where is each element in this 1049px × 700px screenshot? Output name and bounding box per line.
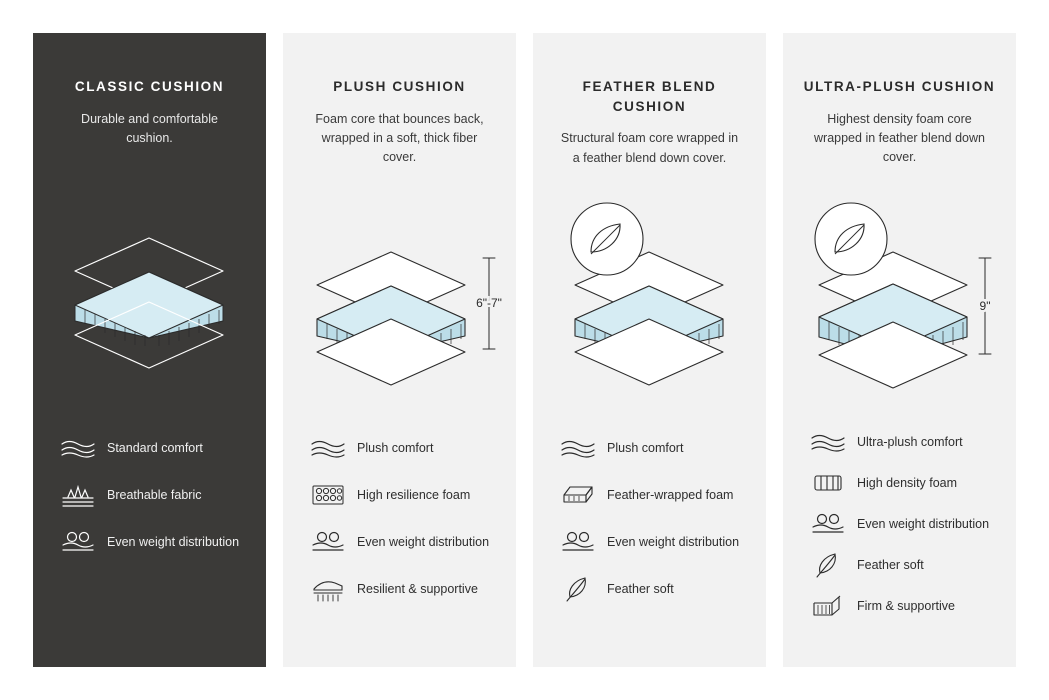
feature-list-plush [283, 429, 516, 617]
list-item [555, 523, 744, 561]
leaf-badge [571, 203, 643, 275]
page-title: FEATHER BLEND CUSHION [582, 79, 717, 114]
feather-icon [805, 548, 851, 582]
breathable-fabric-icon [55, 478, 101, 512]
list-item [55, 429, 244, 467]
even-weight-icon [805, 507, 851, 541]
list-item [805, 425, 994, 459]
page-title: CLASSIC CUSHION [74, 79, 225, 94]
feature-label: Feather soft [857, 557, 924, 572]
list-item [805, 548, 994, 582]
card-description: Structural foam core wrapped in a feather blend down cover. [560, 131, 739, 165]
feature-label: Plush comfort [357, 440, 434, 455]
cushion-card-plush[interactable] [283, 33, 516, 667]
resilient-support-icon [305, 572, 351, 606]
cushion-diagram-ultra-plush [783, 174, 1016, 389]
feature-list-classic [33, 429, 266, 570]
card-description: Durable and comfortable cushion. [81, 111, 218, 145]
cushion-card-ultra-plush[interactable] [783, 33, 1016, 667]
feature-label: High density foam [857, 475, 958, 490]
cushion-diagram-plush [283, 174, 516, 389]
exploded-cushion-illustration [533, 174, 766, 389]
feature-label: Even weight distribution [857, 516, 990, 531]
feature-list-feather-blend [533, 429, 766, 617]
exploded-cushion-illustration [783, 174, 1016, 389]
cushion-card-feather-blend[interactable] [533, 33, 766, 667]
feature-label: Standard comfort [107, 440, 203, 455]
feature-label: Even weight distribution [107, 534, 240, 549]
page-title: ULTRA-PLUSH CUSHION [803, 79, 996, 94]
even-weight-icon [305, 525, 351, 559]
exploded-cushion-illustration [283, 174, 516, 389]
wave-lines-icon [305, 431, 351, 465]
wave-lines-icon [55, 431, 101, 465]
feature-label: Resilient & supportive [357, 581, 478, 596]
list-item [805, 466, 994, 500]
feature-label: Even weight distribution [357, 534, 490, 549]
wave-lines-icon [805, 425, 851, 459]
dimension-label: 6"-7" [476, 295, 502, 310]
feature-label: High resilience foam [357, 487, 471, 502]
firm-support-icon [805, 589, 851, 623]
list-item [805, 589, 994, 623]
list-item [305, 523, 494, 561]
feature-label: Plush comfort [607, 440, 684, 455]
card-description: Highest density foam core wrapped in feather blend down cover. [814, 111, 985, 165]
list-item [555, 429, 744, 467]
cushion-card-classic[interactable] [33, 33, 266, 667]
feature-label: Even weight distribution [607, 534, 740, 549]
card-description: Foam core that bounces back, wrapped in a soft, thick fiber cover. [315, 111, 484, 165]
page-title: PLUSH CUSHION [333, 79, 466, 94]
list-item [555, 476, 744, 514]
leaf-badge [815, 203, 887, 275]
list-item [305, 476, 494, 514]
foam-block-icon [555, 478, 601, 512]
feature-list-ultra-plush [783, 425, 1016, 630]
exploded-cushion-illustration [33, 154, 266, 369]
list-item [555, 570, 744, 608]
list-item [805, 507, 994, 541]
even-weight-icon [55, 525, 101, 559]
cushion-diagram-classic [33, 154, 266, 369]
dimension-label: 9" [979, 298, 991, 313]
feature-label: Feather soft [607, 581, 674, 596]
density-foam-icon [805, 466, 851, 500]
feather-icon [555, 572, 601, 606]
feature-label: Firm & supportive [857, 598, 955, 613]
honeycomb-foam-icon [305, 478, 351, 512]
feature-label: Breathable fabric [107, 487, 202, 502]
even-weight-icon [555, 525, 601, 559]
wave-lines-icon [555, 431, 601, 465]
cushion-diagram-feather-blend [533, 174, 766, 389]
feature-label: Feather-wrapped foam [607, 487, 734, 502]
list-item [55, 523, 244, 561]
list-item [305, 429, 494, 467]
list-item [55, 476, 244, 514]
feature-label: Ultra-plush comfort [857, 434, 963, 449]
list-item [305, 570, 494, 608]
